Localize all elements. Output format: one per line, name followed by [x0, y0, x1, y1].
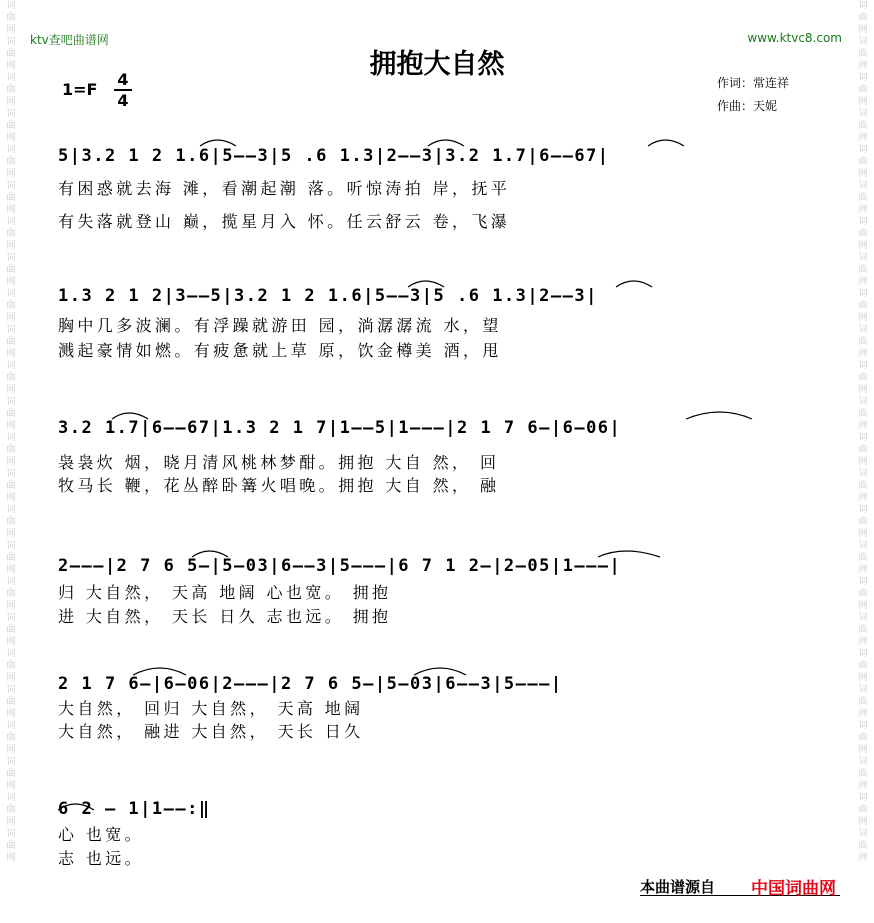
key-signature: 1=F — [62, 80, 98, 99]
lyric-line-2-verse-2: 溅起豪情如燃。有疲惫就上草 原，饮金樽美 酒，甩 — [58, 341, 502, 360]
notation-line-4: 2———|2 7 6 5—|5—03|6——3|5———|6 7 1 2—|2—05|1———| — [58, 556, 622, 576]
slur-4 — [408, 281, 444, 287]
lyric-line-1-verse-1: 有困惑就去海 滩，看潮起潮 落。听惊涛拍 岸，抚平 — [58, 179, 511, 198]
slur-1 — [200, 140, 236, 146]
song-title: 拥抱大自然 — [369, 49, 505, 80]
lyric-line-1-verse-2: 有失落就登山 巅，揽星月入 怀。任云舒云 卷，飞瀑 — [58, 212, 511, 231]
notation-line-6: 6 2 — 1|1——:‖ — [58, 799, 211, 819]
slur-9 — [598, 551, 660, 557]
lyric-line-3-verse-2: 牧马长 鞭，花丛醉卧篝火唱晚。拥抱 大自 然， 融 — [58, 476, 500, 495]
lyric-line-2-verse-1: 胸中几多波澜。有浮躁就游田 园，淌潺潺流 水，望 — [58, 316, 502, 335]
slur-7 — [686, 412, 752, 419]
lyric-line-6-verse-1: 心 也宽。 — [58, 825, 145, 844]
slur-3 — [648, 140, 684, 146]
composer-credit: 作曲：天妮 — [717, 99, 778, 113]
lyric-line-5-verse-2: 大自然， 融进 大自然， 天长 日久 — [58, 722, 364, 741]
notation-line-5: 2 1 7 6—|6—06|2———|2 7 6 5—|5—03|6——3|5———| — [58, 674, 563, 694]
lyric-line-4-verse-2: 进 大自然， 天长 日久 志也远。 拥抱 — [58, 607, 392, 626]
lyric-line-4-verse-1: 归 大自然， 天高 地阔 心也宽。 拥抱 — [58, 583, 392, 602]
slur-10 — [133, 668, 186, 675]
lyric-line-5-verse-1: 大自然， 回归 大自然， 天高 地阔 — [58, 699, 364, 718]
slur-5 — [616, 281, 652, 287]
lyric-line-3-verse-1: 袅袅炊 烟，晓月清风桃林梦酣。拥抱 大自 然， 回 — [58, 453, 500, 472]
slur-2 — [428, 140, 464, 146]
site-label-left: ktv查吧曲谱网 — [30, 33, 109, 47]
lyricist-credit: 作词：常连祥 — [717, 76, 790, 90]
meter-top: 4 — [114, 70, 132, 91]
meter-bottom: 4 — [117, 91, 129, 110]
slur-12 — [58, 804, 94, 810]
slur-6 — [112, 413, 148, 419]
watermark-left: 词曲网词曲网词曲网词曲网词曲网词曲网词曲网词曲网词曲网词曲网词曲网词曲网词曲网词曲网词曲网词曲网词曲网词曲网词曲网词曲网词曲网词曲网词曲网词曲网 — [6, 1, 16, 863]
notation-line-3: 3.2 1.7|6——67|1.3 2 1 7|1——5|1———|2 1 7 6—|6—06| — [58, 418, 622, 438]
source-label: 本曲谱源自 — [640, 878, 716, 896]
slur-8 — [192, 551, 228, 557]
site-url-right: www.ktvc8.com — [747, 31, 842, 45]
notation-line-2: 1.3 2 1 2|3——5|3.2 1 2 1.6|5——3|5 .6 1.3|2——3| — [58, 286, 598, 306]
brand-link[interactable]: 中国词曲网 — [751, 879, 836, 899]
watermark-right: 词曲网词曲网词曲网词曲网词曲网词曲网词曲网词曲网词曲网词曲网词曲网词曲网词曲网词曲网词曲网词曲网词曲网词曲网词曲网词曲网词曲网词曲网词曲网词曲网 — [858, 1, 868, 863]
slur-11 — [414, 668, 466, 675]
lyric-line-6-verse-2: 志 也远。 — [58, 849, 145, 868]
notation-line-1: 5|3.2 1 2 1.6|5——3|5 .6 1.3|2——3|3.2 1.7|6——67| — [58, 146, 610, 166]
